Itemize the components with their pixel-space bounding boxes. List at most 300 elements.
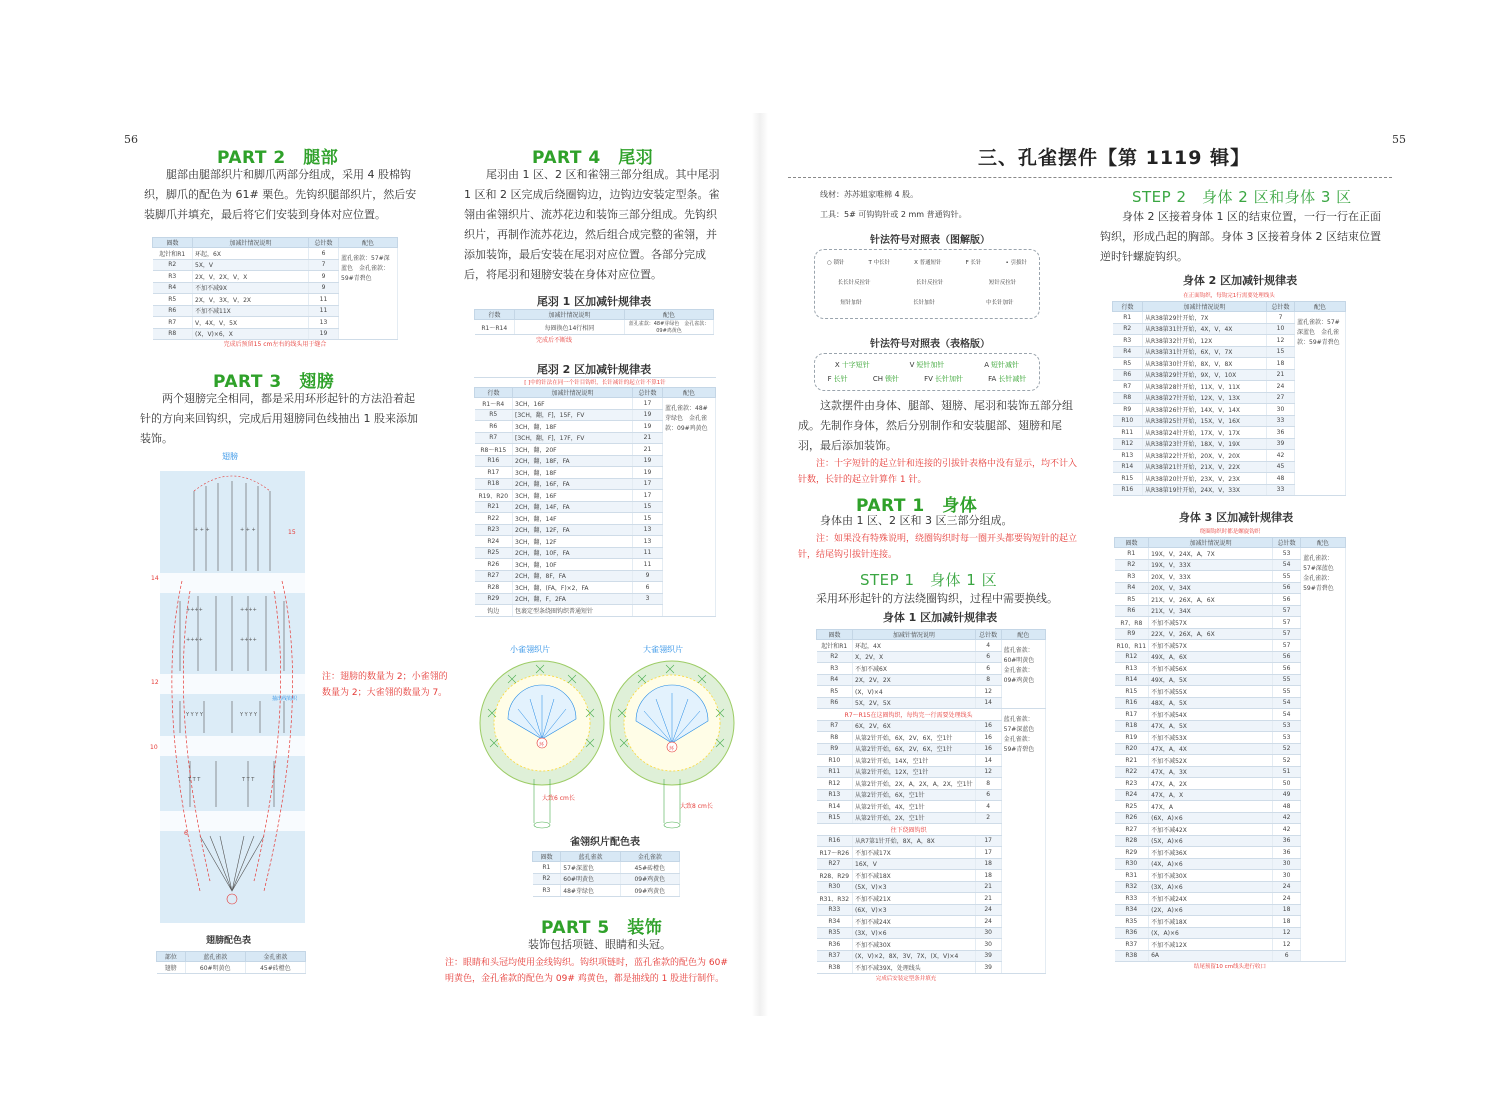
th: 配色 xyxy=(1301,538,1346,548)
th: 配色 xyxy=(663,388,716,398)
table-cell: 2CH，翻，F，2FA xyxy=(513,593,633,605)
symbol-value: 短针减针 xyxy=(991,361,1020,369)
th: 总针数 xyxy=(1267,302,1295,312)
th: 加减针情况说明 xyxy=(1149,538,1273,548)
table-cell: 3 xyxy=(633,593,663,605)
left-page xyxy=(80,113,760,1016)
table-cell: 21 xyxy=(633,444,663,456)
table-cell: (5X，V)×3 xyxy=(853,881,976,893)
svg-text:T T T: T T T xyxy=(188,777,201,783)
table-top-note: 绕圈钩织时都是螺旋钩织 xyxy=(1114,527,1346,537)
table-cell: R7～R15在这圈钩织，每钩完一行需要处理线头 xyxy=(817,709,1002,721)
th: 部位 xyxy=(157,952,186,962)
table-cell: R23 xyxy=(475,524,513,536)
th: 加减针情况说明 xyxy=(1143,302,1267,312)
wing-row-6: 6 xyxy=(184,830,188,837)
th: 行数 xyxy=(475,310,515,320)
svg-text:++++: ++++ xyxy=(186,637,203,643)
table-cell: 2CH，翻，14F，FA xyxy=(513,501,633,513)
table-cell: 6X，2V，6X xyxy=(853,720,976,732)
table-cell: 6 xyxy=(309,248,339,260)
symbol-key: A xyxy=(984,361,990,369)
table-cell: R4 xyxy=(817,674,853,686)
table-cell: 57#深蓝色 xyxy=(561,862,620,874)
part3-note: 注：翅膀的数量为 2；小雀翎的数量为 2；大雀翎的数量为 7。 xyxy=(322,672,448,698)
table-cell: 12 xyxy=(1273,939,1301,951)
sym-graphic-box xyxy=(814,249,1040,319)
table-cell: (X，V)×2，8X，3V，7X，(X，V)×4 xyxy=(853,950,976,962)
table-cell: R24 xyxy=(1115,789,1149,801)
table-row xyxy=(153,248,398,260)
table-footer: 结尾预留10 cm线头进行收口 xyxy=(1193,964,1267,970)
intro-text: 这款摆件由身体、腿部、翅膀、尾羽和装饰五部分组成。先制作身体，然后分别制作和安装腿部、翅膀和尾羽，最后添加装饰。 xyxy=(798,399,1073,452)
table-cell: R3 xyxy=(533,885,561,897)
table-cell: R29 xyxy=(1115,847,1149,859)
table-cell: 49 xyxy=(1273,789,1301,801)
table-cell: 21 xyxy=(1267,369,1295,381)
table-cell: 蓝孔雀款：57#深蓝色 金孔雀款：59#青碧色 xyxy=(1295,312,1346,496)
table-cell: 环起，4X xyxy=(853,640,976,652)
table-cell: 从R38第31针开始，4X，V，4X xyxy=(1143,323,1267,335)
table-cell: 从第2针开始，12X，空1针 xyxy=(853,766,976,778)
table-cell: R4 xyxy=(153,282,193,294)
table-cell: 3CH，翻，20F xyxy=(513,444,633,456)
symbol-value: 十字短针 xyxy=(841,361,870,369)
table-cell: R8 xyxy=(1113,392,1143,404)
table-cell: R34 xyxy=(817,916,853,928)
table-cell: 39 xyxy=(975,950,1001,962)
symbol-key: FA xyxy=(988,375,997,383)
table-cell: 30 xyxy=(1267,404,1295,416)
table-cell: 8 xyxy=(975,778,1001,790)
table-cell: 22X，V，26X，A，6X xyxy=(1149,628,1273,640)
table-cell: 24 xyxy=(1267,381,1295,393)
symbol-dc: F 长针 xyxy=(965,260,982,266)
table-cell: 6 xyxy=(975,789,1001,801)
table-cell: (X，A)×6 xyxy=(1149,927,1273,939)
table-cell: 18 xyxy=(1273,904,1301,916)
table-cell: [3CH，翻，F]，17F，FV xyxy=(513,432,633,444)
table-cell: R2 xyxy=(533,873,561,885)
part2-title: PART 2 腿部 xyxy=(217,148,339,168)
table-cell: 2 xyxy=(975,812,1001,824)
table-cell: X，2V，X xyxy=(853,651,976,663)
body3-title: 身体 3 区加减针规律表 xyxy=(1178,511,1294,524)
table-cell: 不加不减56X xyxy=(1149,663,1273,675)
table-cell: 从第2针开始，6X，2V，6X，空1针 xyxy=(853,732,976,744)
big-feather-label: 大雀翎织片 xyxy=(643,645,683,654)
th: 金孔雀款 xyxy=(245,952,305,962)
table-cell: 45 xyxy=(1267,461,1295,473)
symbol-scfp: 短针反拉针 xyxy=(988,280,1017,286)
table-cell: 蓝孔雀款：60#明黄色 金孔雀款：09#鸡黄色 xyxy=(1001,640,1045,709)
table-cell: 往下绕圈钩织 xyxy=(817,824,1002,836)
table-cell: 3CH，翻，16F xyxy=(513,490,633,502)
table-cell: 13 xyxy=(309,317,339,329)
table-cell: 54 xyxy=(1273,559,1301,571)
th: 圈数 xyxy=(1115,538,1149,548)
table-cell: 16 xyxy=(975,743,1001,755)
table-cell: 12 xyxy=(975,686,1001,698)
table-cell: R6 xyxy=(475,421,513,433)
symbol-entry xyxy=(988,374,1026,384)
table-cell: V，4X，V，5X xyxy=(193,317,309,329)
tail2-title: 尾羽 2 区加减针规律表 xyxy=(536,363,652,376)
table-cell: 从R38第32针开始，12X xyxy=(1143,335,1267,347)
table-cell: 蓝孔雀款：48#芽绿色 金孔雀款：09#鸡黄色 xyxy=(663,398,716,617)
part2-text: 腿部由腿部织片和脚爪两部分组成，采用 4 股棉钩织，脚爪的配色为 61# 栗色。先钩织腿部织片，然后安装脚爪并填充，最后将它们安装到身体对应位置。 xyxy=(144,168,417,221)
th: 总针数 xyxy=(975,630,1001,640)
table-cell: 5X，2V，5X xyxy=(853,697,976,709)
table-cell: 53 xyxy=(1273,720,1301,732)
table-cell: 2X，2V，2X xyxy=(853,674,976,686)
table-cell: 3CH，翻，12F xyxy=(513,536,633,548)
table-cell: 42 xyxy=(1273,812,1301,824)
table-cell: 14 xyxy=(975,755,1001,767)
table-cell: 不加不减12X xyxy=(1149,939,1273,951)
table-cell: (6X，V)×3 xyxy=(853,904,976,916)
table-cell: R35 xyxy=(1115,916,1149,928)
body1-title: 身体 1 区加减针规律表 xyxy=(882,611,998,624)
table-cell: 2X，V，2X，V，X xyxy=(193,271,309,283)
table-cell: 不加不减42X xyxy=(1149,824,1273,836)
table-cell: 19 xyxy=(633,409,663,421)
table-cell: R11 xyxy=(1113,427,1143,439)
table-cell: 48 xyxy=(1267,473,1295,485)
table-cell: R7 xyxy=(817,720,853,732)
table-cell: 2CH，翻，18F，FA xyxy=(513,455,633,467)
symbol-sc: X 普通短针 xyxy=(914,260,942,266)
symbol-hdc-inc: 中长针加针 xyxy=(986,300,1014,306)
table-cell: (2X，A)×6 xyxy=(1149,904,1273,916)
symbol-value: 锁针 xyxy=(884,375,899,383)
book-spread xyxy=(80,113,1440,1016)
table-row xyxy=(533,862,680,874)
table-cell: 6 xyxy=(975,663,1001,675)
table-cell: R22 xyxy=(1115,766,1149,778)
title-divider xyxy=(788,177,1392,178)
svg-text:Y Y Y Y: Y Y Y Y xyxy=(186,712,203,718)
table-cell: 36 xyxy=(1273,847,1301,859)
table-cell: 不加不减52X xyxy=(1149,755,1273,767)
table-cell: 11 xyxy=(633,559,663,571)
table-cell: 从R38第31针开始，6X，V，7X xyxy=(1143,346,1267,358)
table-cell: 不加不减30X xyxy=(853,939,976,951)
table-cell: 17 xyxy=(975,835,1001,847)
table-cell: 21X，V，34X xyxy=(1149,605,1273,617)
table-row xyxy=(533,885,680,897)
table-cell: 从R38第19针开始，24X，V，33X xyxy=(1143,484,1267,496)
table-cell: 从R38第29针开始，7X xyxy=(1143,312,1267,324)
table-cell: R8 xyxy=(153,328,193,340)
table-cell: 从第2针开始，4X，空1针 xyxy=(853,801,976,813)
table-cell: 27 xyxy=(1267,392,1295,404)
part1-title: PART 1 身体 xyxy=(856,496,978,516)
table-cell: 33 xyxy=(1267,415,1295,427)
table-cell: 45#砖橙色 xyxy=(620,862,679,874)
symbol-entry xyxy=(910,360,945,370)
table-cell: R3 xyxy=(1113,335,1143,347)
table-footer: 完成后安装定型条并填充 xyxy=(875,975,937,982)
table-cell: 09#鸡黄色 xyxy=(620,873,679,885)
table-cell: 13 xyxy=(633,536,663,548)
table-cell: R18 xyxy=(1115,720,1149,732)
table-cell: R3 xyxy=(817,663,853,675)
table-cell: 从第2针开始，2X，A，2X，A，2X，空1针 xyxy=(853,778,976,790)
table-cell: 7 xyxy=(1267,312,1295,324)
th: 圈数 xyxy=(153,238,193,248)
table-cell: 18 xyxy=(975,870,1001,882)
table-cell: 30 xyxy=(1273,870,1301,882)
table-cell: R1 xyxy=(533,862,561,874)
table-cell: R19、R20 xyxy=(475,490,513,502)
table-cell: 11 xyxy=(633,547,663,559)
table-cell: 47X，A，3X xyxy=(1149,766,1273,778)
table-cell: R26 xyxy=(1115,812,1149,824)
table-cell: R12 xyxy=(1115,651,1149,663)
table-cell: R38 xyxy=(1115,950,1149,962)
table-cell: R28 xyxy=(475,582,513,594)
table-cell: 60#明黄色 xyxy=(561,873,620,885)
table-cell: 09#鸡黄色 xyxy=(620,885,679,897)
table-cell: 48#芽绿色 xyxy=(561,885,620,897)
table-cell: R22 xyxy=(475,513,513,525)
th: 蓝孔雀款 xyxy=(561,852,620,862)
table-cell: 13 xyxy=(633,524,663,536)
table-cell: 不加不减53X xyxy=(1149,732,1273,744)
table-cell: R8～R15 xyxy=(475,444,513,456)
table-cell: 3CH，翻，18F xyxy=(513,467,633,479)
page-title: 三、孔雀摆件【第 1119 辑】 xyxy=(978,147,1251,169)
small-feather-label: 小雀翎织片 xyxy=(510,645,550,654)
table-cell: 24 xyxy=(1273,881,1301,893)
table-cell: R17 xyxy=(475,467,513,479)
table-cell: 57 xyxy=(1273,605,1301,617)
table-cell: 不加不减18X xyxy=(853,870,976,882)
table-cell: R3 xyxy=(153,271,193,283)
table-cell: 不加不减21X xyxy=(853,893,976,905)
wing-row-10: 10 xyxy=(150,744,158,751)
part4-title: PART 4 尾羽 xyxy=(532,148,654,168)
table-cell: 7 xyxy=(309,259,339,271)
page-number: 55 xyxy=(1392,133,1406,146)
table-cell: 48X，A，5X xyxy=(1149,697,1273,709)
table-footer: 完成后不断线 xyxy=(535,337,572,344)
th: 行数 xyxy=(1113,302,1143,312)
table-cell: 15 xyxy=(633,501,663,513)
body2-title: 身体 2 区加减针规律表 xyxy=(1182,274,1298,287)
th: 加减针情况说明 xyxy=(515,310,625,320)
table-cell: 19 xyxy=(633,467,663,479)
page-number: 56 xyxy=(124,133,138,146)
cell: 45#砖橙色 xyxy=(245,962,305,974)
table-cell: 56 xyxy=(1273,582,1301,594)
step2-text: 身体 2 区接着身体 1 区的结束位置，一行一行在正面钩织，形成凸起的胸部。身体 3 区接着身体 2 区结束位置逆时针螺旋钩织。 xyxy=(1100,210,1381,263)
table-cell: R25 xyxy=(1115,801,1149,813)
table-cell: R31、R32 xyxy=(817,893,853,905)
table-row xyxy=(1113,312,1346,324)
part1-text: 身体由 1 区、2 区和 3 区三部分组成。 xyxy=(820,514,1013,527)
table-cell: 18 xyxy=(975,858,1001,870)
table-cell: R10 xyxy=(817,755,853,767)
table-cell: (4X，A)×6 xyxy=(1149,858,1273,870)
wing-row-12: 12 xyxy=(151,679,159,686)
table-cell: R34 xyxy=(1115,904,1149,916)
table-cell: 52 xyxy=(1273,755,1301,767)
table-top-note: 在正面钩织，每钩完1行需要处理线头 xyxy=(1112,291,1346,301)
table-cell: R35 xyxy=(817,927,853,939)
table-cell: R2 xyxy=(817,651,853,663)
table-cell: R8 xyxy=(817,732,853,744)
table-cell: R3 xyxy=(1115,571,1149,583)
symbol-entry xyxy=(828,374,848,384)
table-cell: 42 xyxy=(1273,824,1301,836)
table-cell: R17～R26 xyxy=(817,847,853,859)
table-cell: 47X，A，4X xyxy=(1149,743,1273,755)
table-cell: 52 xyxy=(1273,743,1301,755)
th: 加减针情况说明 xyxy=(193,238,309,248)
table-cell: 不加不减54X xyxy=(1149,709,1273,721)
table-cell: 从R38第21针开始，21X，V，22X xyxy=(1143,461,1267,473)
table-cell: 从第2针开始，6X，空1针 xyxy=(853,789,976,801)
table-cell: 不加不减6X xyxy=(853,663,976,675)
table-cell: R15 xyxy=(1115,686,1149,698)
table-cell: R1 xyxy=(1115,548,1149,560)
table-cell: 17 xyxy=(975,847,1001,859)
table-cell: 从R38第29针开始，9X，V，10X xyxy=(1143,369,1267,381)
table-cell: 57 xyxy=(1273,628,1301,640)
table-cell: R4 xyxy=(1113,346,1143,358)
table-cell: 10 xyxy=(1267,323,1295,335)
table-cell: 环起，6X xyxy=(193,248,309,260)
cell: 翅膀 xyxy=(157,962,186,974)
symbol-value: 长针减针 xyxy=(998,375,1027,383)
table-cell: 2CH，翻，10F，FA xyxy=(513,547,633,559)
table-cell: R21 xyxy=(1115,755,1149,767)
table-cell: 30 xyxy=(975,939,1001,951)
part5-note: 注：眼睛和头冠均使用金线钩织。钩织项链时，蓝孔雀款的配色为 60# 明黄色，金孔雀款的配色为 09# 鸡黄色，都是抽线的 1 股进行制作。 xyxy=(445,958,728,984)
table-cell: R5 xyxy=(817,686,853,698)
table-cell: R36 xyxy=(1115,927,1149,939)
symbol-key: V xyxy=(909,361,915,369)
body3-table xyxy=(1114,527,1346,972)
table-cell: 不加不减30X xyxy=(1149,870,1273,882)
table-cell: R30 xyxy=(817,881,853,893)
intro-note: 注：十字短针的起立针和连接的引拔针表格中没有显示，均不计入针数，长针的起立针算作 1 针。 xyxy=(798,459,1078,485)
table-cell: R15 xyxy=(1113,473,1143,485)
table-cell: 从第2针开始，6X，2V，6X，空1针 xyxy=(853,743,976,755)
tail2-table xyxy=(474,377,716,617)
table-cell: (X，V)×4 xyxy=(853,686,976,698)
table-cell: 30 xyxy=(1273,858,1301,870)
right-page xyxy=(760,113,1440,1016)
table-cell: 19X，V，24X，A，7X xyxy=(1149,548,1273,560)
table-cell: R14 xyxy=(1113,461,1143,473)
table-cell: R18 xyxy=(475,478,513,490)
table-cell: 16 xyxy=(975,732,1001,744)
cell: 每圈换色14行相同 xyxy=(515,320,625,335)
table-row xyxy=(475,398,716,410)
table-cell: 39 xyxy=(1267,438,1295,450)
materials: 线材：苏苏姐家唯棉 4 股。 xyxy=(820,190,919,199)
table-cell: 不加不减36X xyxy=(1149,847,1273,859)
svg-text:++++: ++++ xyxy=(240,607,257,613)
tools: 工具：5# 可钩钩针或 2 mm 普通钩针。 xyxy=(820,210,967,219)
table-cell: 6A xyxy=(1149,950,1273,962)
table-cell: R6 xyxy=(1113,369,1143,381)
cell: 60#明黄色 xyxy=(185,962,245,974)
table-cell: 18 xyxy=(1273,916,1301,928)
table-cell: 3CH，翻，(FA，F)×2，FA xyxy=(513,582,633,594)
table-cell: 从第2针开始，14X，空1针 xyxy=(853,755,976,767)
table-cell: R27 xyxy=(475,570,513,582)
table-cell: 48 xyxy=(1273,801,1301,813)
part5-title: PART 5 装饰 xyxy=(541,918,663,938)
table-cell: R24 xyxy=(475,536,513,548)
table-cell: R10、R11 xyxy=(1115,640,1149,652)
table-cell: 14 xyxy=(975,697,1001,709)
table-cell: 21 xyxy=(633,432,663,444)
table-cell: R38 xyxy=(817,962,853,974)
th: 金孔雀款 xyxy=(620,852,679,862)
table-cell: 11 xyxy=(309,305,339,317)
th: 行数 xyxy=(475,388,513,398)
table-cell: 3CH，翻，18F xyxy=(513,421,633,433)
symbol-dc-inc: 长针加针 xyxy=(913,300,936,306)
table-cell: R9 xyxy=(817,743,853,755)
big-feather-center: 环 xyxy=(669,746,675,752)
table-cell: 从R38第22针开始，20X，V，20X xyxy=(1143,450,1267,462)
symbol-key: CH xyxy=(872,375,883,383)
symbol-value: 长针 xyxy=(833,375,848,383)
table-cell: R21 xyxy=(475,501,513,513)
table-cell: 39 xyxy=(975,962,1001,974)
table-cell: 19 xyxy=(633,421,663,433)
symbol-dcfp: 长针反拉针 xyxy=(915,280,944,286)
symbol-entry xyxy=(873,374,899,384)
table-cell: 2CH，翻，12F，FA xyxy=(513,524,633,536)
table-cell: 不加不减11X xyxy=(193,305,309,317)
table-cell: 16X，V xyxy=(853,858,976,870)
table-cell: 21X，V，26X，A，6X xyxy=(1149,594,1273,606)
symbol-slip: • 引拔针 xyxy=(1005,260,1027,266)
symbol-hdc: T 中长针 xyxy=(868,260,891,266)
table-cell: R1 xyxy=(1113,312,1143,324)
table-cell: 从R38第24针开始，17X，V，17X xyxy=(1143,427,1267,439)
table-cell: R6 xyxy=(817,697,853,709)
feather-color-title: 雀翎织片配色表 xyxy=(570,837,640,848)
svg-text:T T T: T T T xyxy=(242,777,255,783)
table-cell: 从R7第1针开始，8X，A，8X xyxy=(853,835,976,847)
table-cell: 24 xyxy=(975,904,1001,916)
symbol-trfp: 长长针反拉针 xyxy=(837,280,871,286)
table-cell: R16 xyxy=(1115,697,1149,709)
table-cell: 54 xyxy=(1273,709,1301,721)
svg-text:++++: ++++ xyxy=(186,607,203,613)
table-cell: 49X，A，5X xyxy=(1149,674,1273,686)
big-feather-svg xyxy=(608,659,736,829)
table-row xyxy=(533,873,680,885)
table-cell: 47X，A，X xyxy=(1149,789,1273,801)
table-cell: 3CH，16F xyxy=(513,398,633,410)
table-cell: [3CH，翻，F]，15F，FV xyxy=(513,409,633,421)
th: 蓝孔雀款 xyxy=(185,952,245,962)
table-cell: R16 xyxy=(475,455,513,467)
table-cell: R12 xyxy=(1113,438,1143,450)
table-cell: 47X，A，2X xyxy=(1149,778,1273,790)
sym-table-box xyxy=(814,353,1040,391)
table-cell: 53 xyxy=(1273,548,1301,560)
